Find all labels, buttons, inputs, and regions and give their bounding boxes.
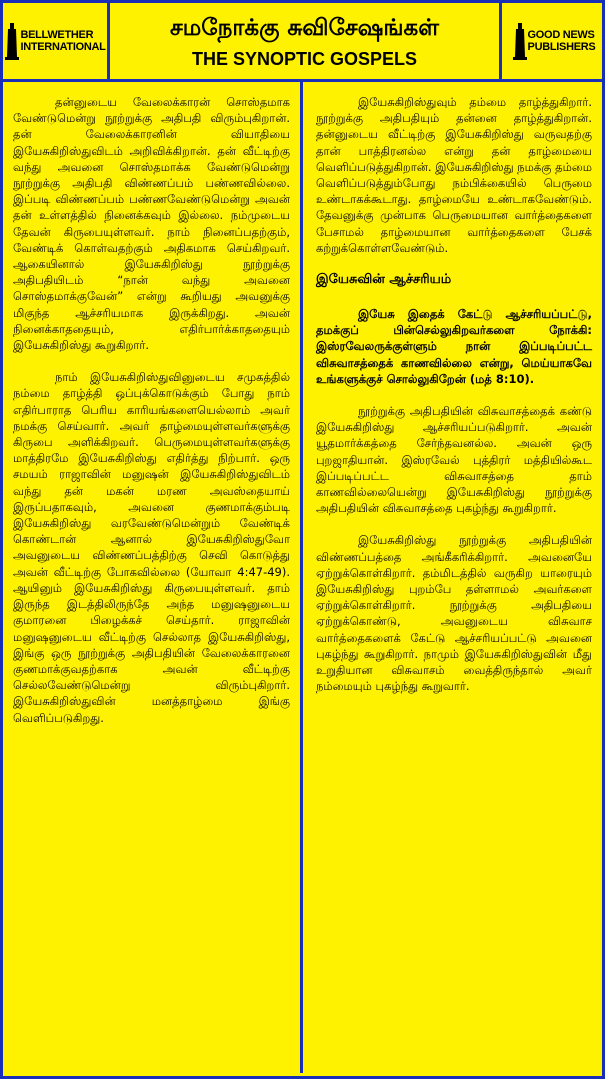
good-news-logo <box>499 3 605 79</box>
paragraph: நாம் இயேசுகிறிஸ்துவினுடைய சமுகத்தில் நம்மை தாழ்த்தி ஒப்புக்கொடுக்கும் போது நாம் எதிர்பாராத பெரிய காரியங்களையெல்லாம் அவர் நமக்கு செய்வார். அவர் தாழ்மையுள்ளவர்களுக்கு கிருபை அளிக்கிறவர். பெருமையுள்ளவர்களுக்கு மாத்திரமே இயேசுகிறிஸ்து எதிர்த்து நிற்பார். ஒரு சமயம் ராஜாவின் மனுஷன் இயேசுகிறிஸ்துவிடம் வந்து தன் மகன் மரண அவஸ்தையாய் இருப்பதாகவும், அவனை குணமாக்கும்படி இயேசுகிறிஸ்து வரவேண்டுமென்றும் வேண்டிக் கொண்டான் ஆனால் இயேசுகிறிஸ்துவோ அவனுடைய விண்ணப்பத்திற்கு செவி கொடுத்து அவன் வீட்டிற்கு போகவில்லை (யோவா 4:47-49). ஆயினும் இயேசுகிறிஸ்து கிருபையுள்ளவர். தாம் இருந்த இடத்திலிருந்தே அந்த மனுஷனுடைய குமாரனை பிழைக்கச் செய்தார். ராஜாவின் மனுஷனுடைய வீட்டிற்கு செல்லாத இயேசுகிறிஸ்து, இங்கு ஒரு நூற்றுக்கு அதிபதியின் வேலைக்காரனை குணமாக்குவதற்காக அவன் வீட்டிற்கு செல்லவேண்டுமென்று விரும்புகிறார். இயேசுகிறிஸ்துவின் மனத்தாழ்மை இங்கு வெளிப்படுகிறது. <box>13 370 290 725</box>
logo-line-2: INTERNATIONAL <box>20 41 106 53</box>
logo-line-2: PUBLISHERS <box>527 41 596 53</box>
bellwether-logo <box>3 3 110 79</box>
paragraph: இயேசுகிறிஸ்து நூற்றுக்கு அதிபதியின் விண்ணப்பத்தை அங்கீகரிக்கிறார். அவனையே ஏற்றுக்கொள்கிறார். தம்மிடத்தில் வருகிற யாரையும் இயேசுகிறிஸ்து புறம்பே தள்ளாமல் அவர்களை ஏற்றுக்கொள்கிறார். நூற்றுக்கு அதிபதியை ஏற்றுக்கொண்டு, அவனுடைய விசுவாச வார்த்தைகளைக் கேட்டு ஆச்சரியப்பட்டு அவனை புகழ்ந்து கூறுகிறார். நாமும் இயேசுகிறிஸ்துவின் மீது உறுதியான விசுவாசம் வைத்திருந்தால் அவர் நம்மையும் புகழ்ந்து கூறுவார். <box>316 533 592 694</box>
scripture-quote: இயேசு இதைக் கேட்டு ஆச்சரியப்பட்டு, தமக்குப் பின்செல்லுகிறவர்களை நோக்கி: இஸ்ரவேலருக்குள்ளும் நான் இப்படிப்பட்ட விசுவாசத்தைக் காணவில்லை என்று, மெய்யாகவே உங்களுக்குச் சொல்லுகிறேன் (மத் 8:10). <box>316 307 592 386</box>
paragraph: நூற்றுக்கு அதிபதியின் விசுவாசத்தைக் கண்டு இயேசுகிறிஸ்து ஆச்சரியப்படுகிறார். அவன் யூதமார்க்கத்தை சேர்ந்தவனல்ல. அவன் ஒரு புறஜாதியான். இஸ்ரவேல் புத்திரர் மத்தியில்கூட இப்படிப்பட்ட விசுவாசத்தை தாம் காணவில்லையென்று இயேசுகிறிஸ்து நூற்றுக்கு அதிபதியின் விசுவாசத்தை புகழ்ந்து கூறுகிறார். <box>316 404 592 516</box>
section-heading: இயேசுவின் ஆச்சரியம் <box>316 272 452 288</box>
page-title-english: THE SYNOPTIC GOSPELS <box>191 48 418 69</box>
paragraph: தன்னுடைய வேலைக்காரன் சொஸ்தமாக வேண்டுமென்று நூற்றுக்கு அதிபதி விரும்புகிறான். தன் வேலைக்காரனின் வியாதியை இயேசுகிறிஸ்துவிடம் அறிவிக்கிறான். தன் வீட்டிற்கு வந்து அவனை சொஸ்தமாக்க வேண்டுமென்று நூற்றுக்கு அதிபதி விண்ணப்பம் பண்ணவில்லை. இப்படி விண்ணப்பம் பண்ணவேண்டுமென்று அவன் தன் உள்ளத்தில் நினைக்கவும் இல்லை. நம்முடைய தேவன் கிருபையுள்ளவர். நாம் நினைப்பதற்கும், வேண்டிக் கொள்வதற்கும் அதிகமாக செய்கிறவர். ஆகையினால் இயேசுகிறிஸ்து நூற்றுக்கு அதிபதியிடம் “நான் வந்து அவனை சொஸ்தமாக்குவேன்” என்று கூறியது அவனுக்கு மிகுந்த ஆச்சரியமாக இருக்கிறது. அவன் நினைக்காததையும், எதிர்பார்க்காததையும் இயேசுகிறிஸ்து கூறுகிறார். <box>13 95 290 353</box>
logo-line-1: GOOD NEWS <box>527 29 595 41</box>
header <box>3 3 602 82</box>
left-column <box>3 82 303 1073</box>
right-column <box>306 82 602 1073</box>
page-title-tamil: சமநோக்கு சுவிசேஷங்கள் <box>170 14 439 41</box>
paragraph: இயேசுகிறிஸ்துவும் தம்மை தாழ்த்துகிறார். நூற்றுக்கு அதிபதியும் தன்னை தாழ்த்துகிறான். தன்னுடைய வீட்டிற்கு இயேசுகிறிஸ்து வருவதற்கு தான் பாத்திரனல்ல என்று தன் தாழ்மையை வெளிப்படுத்துகிறான். இயேசுகிறிஸ்து நமக்கு தம்மை வெளிப்படுத்தும்போது நம்பிக்கையில் பெருமை உண்டாகக்கூடாது. தாழ்மையே உண்டாகவேண்டும். தேவனுக்கு முன்பாக பெருமையான வார்த்தைகளை பேசாமல் தாழ்மையான வார்த்தைகளை பேசக் கற்றுக்கொள்ளவேண்டும். <box>316 95 592 255</box>
logo-line-1: BELLWETHER <box>20 29 94 41</box>
title-block <box>110 3 499 79</box>
bell-tower-icon <box>4 21 20 61</box>
tower-icon <box>512 21 528 61</box>
